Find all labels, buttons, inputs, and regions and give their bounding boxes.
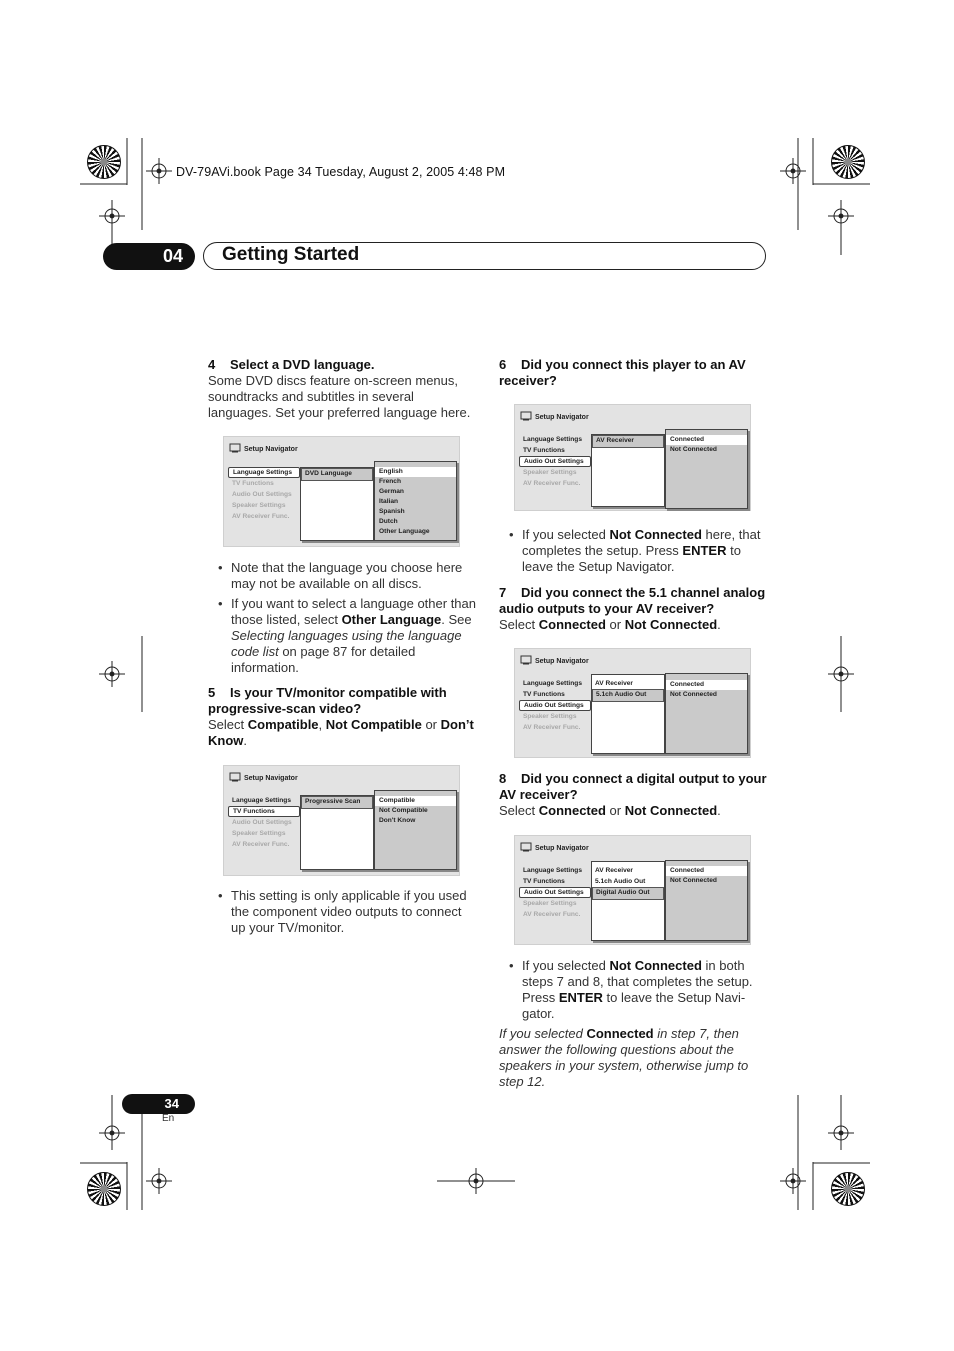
menu-speaker-settings: Speaker Settings [232,502,286,509]
settings-menu [519,434,591,489]
connected-note: If you selected Connected in step 7, then answer the following questions about the speakers in your system, otherwise jump to step 12. [499,1026,749,1089]
screen-title: Setup Navigator [244,775,298,782]
option-english: English [375,467,456,477]
sub-panel [300,795,374,870]
page-language: En [162,1113,175,1124]
setup-navigator-screen-av-receiver [514,404,751,511]
option-dont-know: Don't Know [379,817,416,824]
menu-language-settings: Language Settings [523,436,582,443]
menu-tv-functions: TV Functions [232,480,274,487]
step-8: 8 Did you connect a digital output to your AV receiver? Select Connected or Not Connected. [499,771,767,818]
option-not-connected: Not Connected [670,446,717,453]
menu-language-settings: Language Settings [232,797,291,804]
sub-panel [591,434,665,507]
setup-navigator-icon [520,654,533,665]
sub-panel [591,674,665,754]
step-7: 7 Did you connect the 5.1 channel analog audio outputs to your AV receiver? Select Connected or Not Connected. [499,585,766,632]
bullet-not-connected: • If you selected Not Connected here, that completes the setup. Press ENTER to leave the Setup Navigator. [499,527,769,575]
bullet-other-language: • If you want to select a language other than those listed, select Other Language. See Selecting languages using the language code list on page 87 for detailed information. [208,596,478,676]
setup-navigator-icon [520,841,533,852]
print-header: DV-79AVi.book Page 34 Tuesday, August 2, 2005 4:48 PM [176,165,506,179]
option-connected: Connected [666,680,747,690]
menu-av-receiver-func: AV Receiver Func. [232,841,290,848]
setup-navigator-icon [229,442,242,453]
menu-speaker-settings: Speaker Settings [523,469,577,476]
sub-panel [300,467,374,541]
bullet-progressive-note: • This setting is only applicable if you used the component video outputs to connect up your TV/monitor. [208,888,478,936]
menu-tv-functions: TV Functions [523,878,565,885]
option-connected: Connected [666,435,747,445]
option-connected: Connected [666,866,747,876]
option-french: French [379,478,401,485]
step-4-text: Some DVD discs feature on-screen menus, soundtracks and subtitles in several languages. Set your preferred language here. [208,373,471,420]
option-compatible: Compatible [375,796,456,806]
setup-navigator-screen-progressive [223,765,460,876]
option-other-language: Other Language [379,528,430,535]
options-list [374,461,457,541]
option-german: German [379,488,404,495]
menu-audio-out-settings: Audio Out Settings [519,887,591,898]
panel-item-progressive-scan: Progressive Scan [301,796,373,809]
screen-title: Setup Navigator [244,446,298,453]
step-4: 4 Select a DVD language. Some DVD discs feature on-screen menus, soundtracks and subtitles in several languages. Set your preferred language here. [208,357,478,421]
bullet-language-note: • Note that the language you choose here may not be available on all discs. [208,560,478,592]
menu-av-receiver-func: AV Receiver Func. [232,513,290,520]
settings-menu [519,678,591,733]
menu-speaker-settings: Speaker Settings [232,830,286,837]
menu-audio-out-settings: Audio Out Settings [519,700,591,711]
setup-navigator-icon [520,410,533,421]
options-list [665,860,748,941]
page-number: 34 [122,1094,195,1114]
menu-tv-functions: TV Functions [523,691,565,698]
chapter-number: 04 [103,243,195,270]
panel-item-digital-audio-out: Digital Audio Out [592,887,664,900]
screen-title: Setup Navigator [535,658,589,665]
bullets-language [208,560,478,676]
menu-speaker-settings: Speaker Settings [523,900,577,907]
options-list [665,429,748,509]
sub-panel [591,861,665,941]
option-dutch: Dutch [379,518,398,525]
panel-item-51ch-audio-out: 5.1ch Audio Out [592,689,664,702]
panel-item-51ch-audio-out: 5.1ch Audio Out [595,878,646,885]
menu-language-settings: Language Settings [523,867,582,874]
settings-menu [519,865,591,920]
menu-speaker-settings: Speaker Settings [523,713,577,720]
setup-navigator-screen-dvd-language [223,436,460,547]
panel-item-av-receiver: AV Receiver [595,867,633,874]
option-not-compatible: Not Compatible [379,807,428,814]
menu-av-receiver-func: AV Receiver Func. [523,911,581,918]
menu-language-settings: Language Settings [523,680,582,687]
option-not-connected: Not Connected [670,877,717,884]
setup-navigator-icon [229,771,242,782]
settings-menu [228,467,300,522]
screen-title: Setup Navigator [535,414,589,421]
screen-title: Setup Navigator [535,845,589,852]
bullet-both-not-connected: • If you selected Not Connected in both steps 7 and 8, that completes the setup. Press ENTER to leave the Setup Navi-gator. [499,958,764,1022]
step-5: 5 Is your TV/monitor compatible with progressive-scan video? Select Compatible, Not Compatible or Don’t Know. [208,685,474,748]
panel-item-av-receiver: AV Receiver [592,435,664,448]
menu-audio-out-settings: Audio Out Settings [232,819,292,826]
option-italian: Italian [379,498,399,505]
panel-item-dvd-language: DVD Language [301,468,373,481]
panel-item-av-receiver: AV Receiver [595,680,633,687]
menu-audio-out-settings: Audio Out Settings [519,456,591,467]
setup-navigator-screen-51ch [514,648,751,758]
menu-language-settings: Language Settings [228,467,300,478]
options-list [665,673,748,754]
settings-menu [228,795,300,850]
menu-av-receiver-func: AV Receiver Func. [523,480,581,487]
option-not-connected: Not Connected [670,691,717,698]
step-6: 6 Did you connect this player to an AV receiver? [499,357,746,388]
menu-audio-out-settings: Audio Out Settings [232,491,292,498]
menu-av-receiver-func: AV Receiver Func. [523,724,581,731]
option-spanish: Spanish [379,508,405,515]
options-list [374,790,457,870]
menu-tv-functions: TV Functions [523,447,565,454]
menu-tv-functions: TV Functions [228,806,300,817]
setup-navigator-screen-digital [514,835,751,945]
chapter-title: Getting Started [222,244,360,265]
